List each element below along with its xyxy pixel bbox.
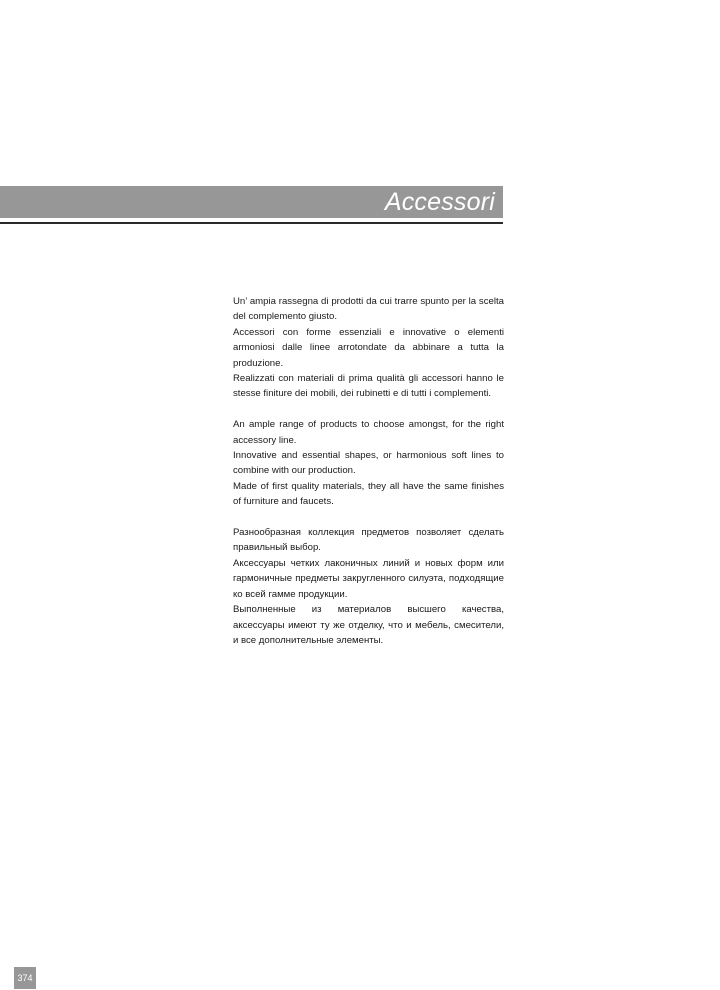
- paragraph-english: [233, 417, 504, 509]
- paragraph-italian: [233, 294, 504, 402]
- text-line: Выполненные из материалов высшего качества, аксессуары имеют ту же отделку, что и мебель, смесители, и все дополнительные элементы.: [233, 604, 504, 646]
- section-title: Accessori: [384, 188, 495, 216]
- text-line: Realizzati con materiali di prima qualità gli accessori hanno le stesse finiture dei mobili, dei rubinetti e di tutti i complementi.: [233, 373, 504, 400]
- paragraph-russian: [233, 525, 504, 648]
- page-number-badge: 374: [14, 967, 36, 989]
- title-underline: [0, 222, 503, 224]
- text-line: An ample range of products to choose amongst, for the right accessory line.: [233, 419, 504, 446]
- section-title-band: [0, 186, 503, 218]
- text-line: Разнообразная коллекция предметов позволяет сделать правильный выбор.: [233, 527, 504, 554]
- text-line: Un’ ampia rassegna di prodotti da cui trarre spunto per la scelta del complemento giusto.: [233, 296, 504, 323]
- body-text: [233, 294, 504, 664]
- text-line: Accessori con forme essenziali e innovative o elementi armoniosi dalle linee arrotondate da abbinare a tutta la produzione.: [233, 326, 504, 369]
- text-line: Innovative and essential shapes, or harmonious soft lines to combine with our production.: [233, 450, 504, 477]
- text-line: Made of first quality materials, they all have the same finishes of furniture and faucets.: [233, 480, 504, 508]
- text-line: Аксессуары четких лаконичных линий и новых форм или гармоничные предметы закругленного силуэта, подходящие ко всей гамме продукции.: [233, 557, 504, 600]
